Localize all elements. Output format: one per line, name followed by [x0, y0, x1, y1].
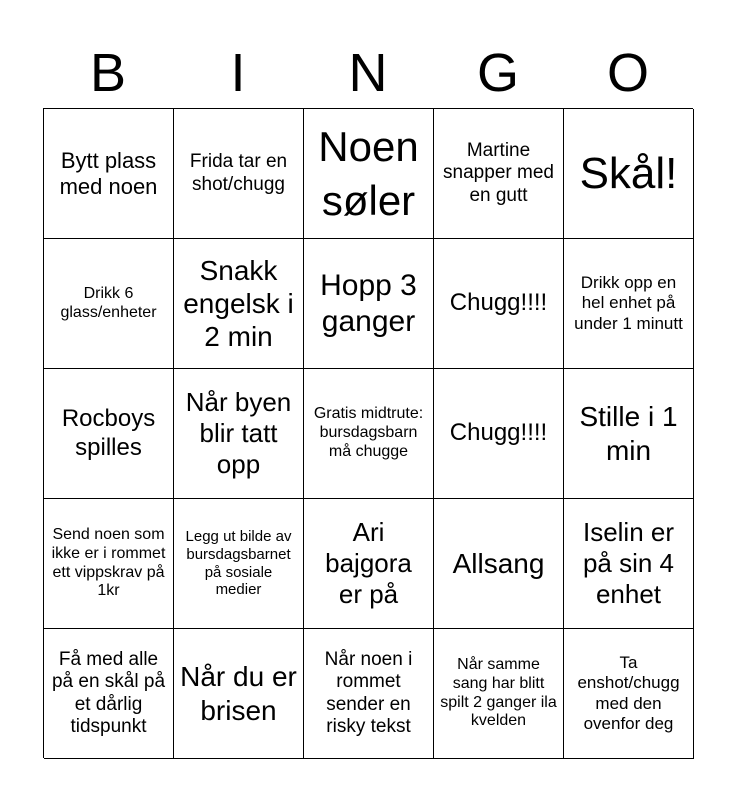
bingo-cell[interactable]: Martine snapper med en gutt — [434, 109, 564, 239]
bingo-cell[interactable]: Iselin er på sin 4 enhet — [564, 499, 694, 629]
header-letter-b: B — [89, 43, 127, 103]
bingo-cell[interactable]: Når noen i rommet sender en risky tekst — [304, 629, 434, 759]
bingo-cell[interactable]: Allsang — [434, 499, 564, 629]
bingo-cell[interactable]: Få med alle på en skål på et dårlig tidspunkt — [44, 629, 174, 759]
free-space-cell[interactable]: Gratis midtrute: bursdagsbarn må chugge — [304, 369, 434, 499]
bingo-cell[interactable]: Stille i 1 min — [564, 369, 694, 499]
header-letter-g: G — [476, 43, 519, 103]
bingo-cell[interactable]: Bytt plass med noen — [44, 109, 174, 239]
header-letter-o: O — [606, 43, 649, 103]
bingo-cell[interactable]: Når byen blir tatt opp — [174, 369, 304, 499]
bingo-cell[interactable]: Send noen som ikke er i rommet ett vippskrav på 1kr — [44, 499, 174, 629]
bingo-cell[interactable]: Ta enshot/chugg med den ovenfor deg — [564, 629, 694, 759]
bingo-cell[interactable]: Legg ut bilde av bursdagsbarnet på sosiale medier — [174, 499, 304, 629]
bingo-cell[interactable]: Chugg!!!! — [434, 369, 564, 499]
bingo-cell[interactable]: Drikk opp en hel enhet på under 1 minutt — [564, 239, 694, 369]
bingo-cell[interactable]: Når samme sang har blitt spilt 2 ganger ila kvelden — [434, 629, 564, 759]
bingo-cell[interactable]: Noen søler — [304, 109, 434, 239]
bingo-cell[interactable]: Hopp 3 ganger — [304, 239, 434, 369]
bingo-cell[interactable]: Drikk 6 glass/enheter — [44, 239, 174, 369]
bingo-cell[interactable]: Snakk engelsk i 2 min — [174, 239, 304, 369]
bingo-cell[interactable]: Skål! — [564, 109, 694, 239]
bingo-header — [43, 38, 693, 108]
bingo-cell[interactable]: Når du er brisen — [174, 629, 304, 759]
header-letter-n: N — [348, 43, 388, 103]
bingo-cell[interactable]: Chugg!!!! — [434, 239, 564, 369]
bingo-grid — [43, 108, 693, 758]
bingo-cell[interactable]: Rocboys spilles — [44, 369, 174, 499]
bingo-cell[interactable]: Ari bajgora er på — [304, 499, 434, 629]
header-letter-i: I — [230, 43, 246, 103]
bingo-cell[interactable]: Frida tar en shot/chugg — [174, 109, 304, 239]
